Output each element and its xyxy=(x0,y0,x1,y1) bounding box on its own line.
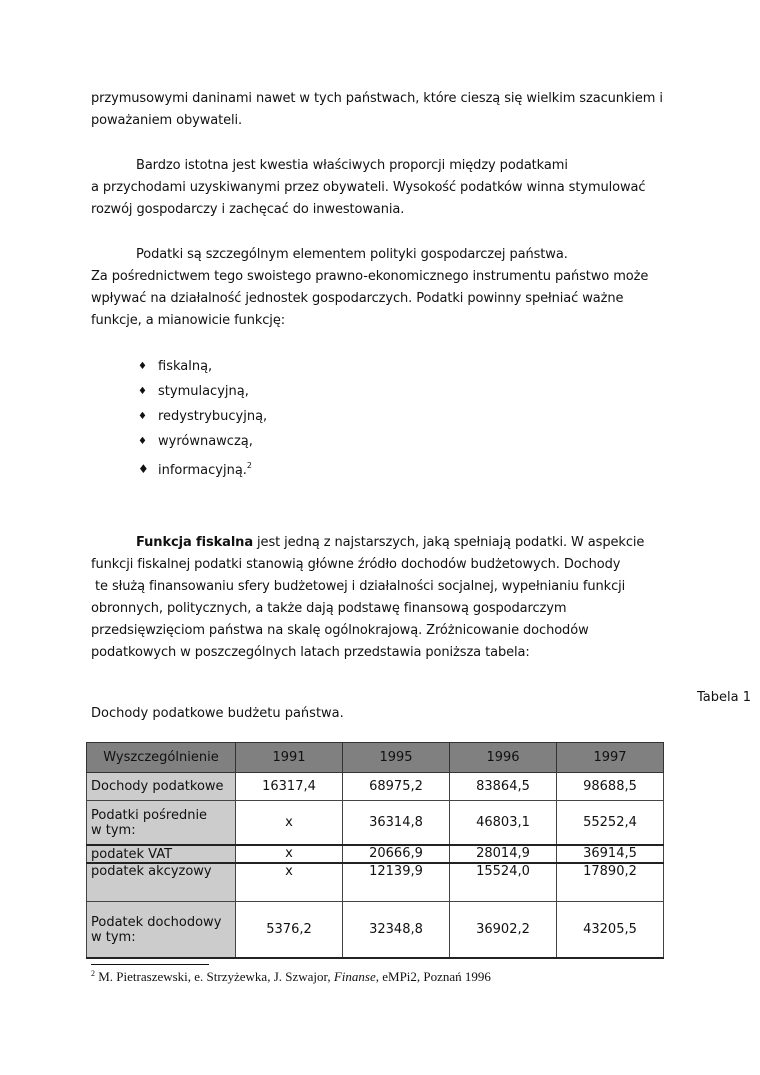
diamond-bullet-icon: ♦ xyxy=(138,436,147,447)
paragraph-1-line-2: poważaniem obywateli. xyxy=(91,113,243,128)
paragraph-3-line-2: Za pośrednictwem tego swoistego prawno-ekonomicznego instrumentu państwo może xyxy=(91,269,649,284)
bullet-label: redystrybucyjną, xyxy=(158,409,268,424)
footnote xyxy=(91,969,491,985)
table-cell: 83864,5 xyxy=(450,773,557,801)
diamond-bullet-icon: ♦ xyxy=(138,361,147,372)
paragraph-4-line-2: funkcji fiskalnej podatki stanowią główne źródło dochodów budżetowych. Dochody xyxy=(91,557,621,572)
table-cell: 5376,2 xyxy=(236,902,343,959)
row-label: podatek akcyzowy xyxy=(87,863,236,902)
row-label-line: w tym: xyxy=(91,929,136,945)
table-header-row xyxy=(87,743,664,773)
row-label-line: w tym: xyxy=(91,822,136,838)
row-label xyxy=(87,801,236,846)
table-number: Tabela 1 xyxy=(697,690,751,705)
table-cell: 16317,4 xyxy=(236,773,343,801)
tax-revenue-table xyxy=(86,742,664,959)
paragraph-3-line-4: funkcje, a mianowicie funkcję: xyxy=(91,313,285,328)
paragraph-3-line-1: Podatki są szczególnym elementem polityki gospodarczej państwa. xyxy=(136,247,568,262)
diamond-bullet-icon: ♦ xyxy=(138,411,147,422)
column-header: 1995 xyxy=(343,743,450,773)
diamond-bullet-icon: ♦ xyxy=(138,386,147,397)
footnote-text-after: , eMPi2, Poznań 1996 xyxy=(375,969,491,984)
table-cell: 36314,8 xyxy=(343,801,450,846)
paragraph-4-line-1 xyxy=(136,535,644,551)
table-cell: x xyxy=(236,845,343,863)
table-cell: 20666,9 xyxy=(343,845,450,863)
bullet-item-redystrybucyjna xyxy=(138,409,267,425)
diamond-bullet-icon: ♦ xyxy=(138,462,149,476)
paragraph-2-line-1: Bardzo istotna jest kwestia właściwych proporcji między podatkami xyxy=(136,158,568,173)
bullet-item-wyrownawcza xyxy=(138,434,253,450)
table-caption: Dochody podatkowe budżetu państwa. xyxy=(91,706,344,721)
bullet-item-stymulacyjna xyxy=(138,384,249,400)
column-header: 1991 xyxy=(236,743,343,773)
footnote-reference[interactable]: 2 xyxy=(246,461,253,470)
table-cell: 36902,2 xyxy=(450,902,557,959)
table-cell: 43205,5 xyxy=(557,902,664,959)
paragraph-2-line-2: a przychodami uzyskiwanymi przez obywateli. Wysokość podatków winna stymulować xyxy=(91,180,646,195)
footnote-text-before: M. Pietraszewski, e. Strzyżewka, J. Szwajor, xyxy=(95,969,334,984)
table-cell: 98688,5 xyxy=(557,773,664,801)
table-cell: 12139,9 xyxy=(343,863,450,902)
column-header: Wyszczególnienie xyxy=(87,743,236,773)
row-label-line: Podatek dochodowy xyxy=(91,914,222,930)
footnote-number: 2 xyxy=(91,969,95,978)
table-row xyxy=(87,845,664,863)
bullet-label: fiskalną, xyxy=(158,359,213,374)
column-header: 1997 xyxy=(557,743,664,773)
table-cell: 55252,4 xyxy=(557,801,664,846)
paragraph-1-line-1: przymusowymi daninami nawet w tych państwach, które cieszą się wielkim szacunkiem i xyxy=(91,91,663,106)
table-cell: x xyxy=(236,863,343,902)
bold-term: Funkcja fiskalna xyxy=(136,535,253,550)
paragraph-3-line-3: wpływać na działalność jednostek gospodarczych. Podatki powinny spełniać ważne xyxy=(91,291,624,306)
table-cell: 28014,9 xyxy=(450,845,557,863)
paragraph-4-line-1-rest: jest jedną z najstarszych, jaką spełniają podatki. W aspekcie xyxy=(253,535,645,550)
row-label xyxy=(87,902,236,959)
paragraph-4-line-4: obronnych, politycznych, a także dają podstawę finansową gospodarczym xyxy=(91,601,567,616)
column-header: 1996 xyxy=(450,743,557,773)
table-row xyxy=(87,801,664,846)
table-cell: 36914,5 xyxy=(557,845,664,863)
row-label: podatek VAT xyxy=(87,845,236,863)
bullet-label: informacyjną. xyxy=(158,463,247,478)
row-label: Dochody podatkowe xyxy=(87,773,236,801)
footnote-separator xyxy=(91,964,209,965)
table-cell: 68975,2 xyxy=(343,773,450,801)
table-cell: x xyxy=(236,801,343,846)
table-cell: 32348,8 xyxy=(343,902,450,959)
row-label-line: Podatki pośrednie xyxy=(91,807,208,823)
bullet-item-fiskalna xyxy=(138,359,212,375)
paragraph-4-line-5: przedsięwzięciom państwa na skalę ogólnokrajową. Zróżnicowanie dochodów xyxy=(91,623,589,638)
table-row xyxy=(87,863,664,902)
bullet-label: stymulacyjną, xyxy=(158,384,249,399)
table-cell: 17890,2 xyxy=(557,863,664,902)
paragraph-4-line-3: te służą finansowaniu sfery budżetowej i działalności socjalnej, wypełnianiu funkcji xyxy=(91,579,626,594)
table-cell: 46803,1 xyxy=(450,801,557,846)
paragraph-4-line-6: podatkowych w poszczególnych latach przedstawia poniższa tabela: xyxy=(91,645,530,660)
bullet-label: wyrównawczą, xyxy=(158,434,253,449)
bullet-item-informacyjna xyxy=(138,461,252,479)
footnote-title: Finanse xyxy=(333,969,376,984)
table-row xyxy=(87,902,664,959)
table-cell: 15524,0 xyxy=(450,863,557,902)
paragraph-2-line-3: rozwój gospodarczy i zachęcać do inwestowania. xyxy=(91,202,405,217)
table-row xyxy=(87,773,664,801)
